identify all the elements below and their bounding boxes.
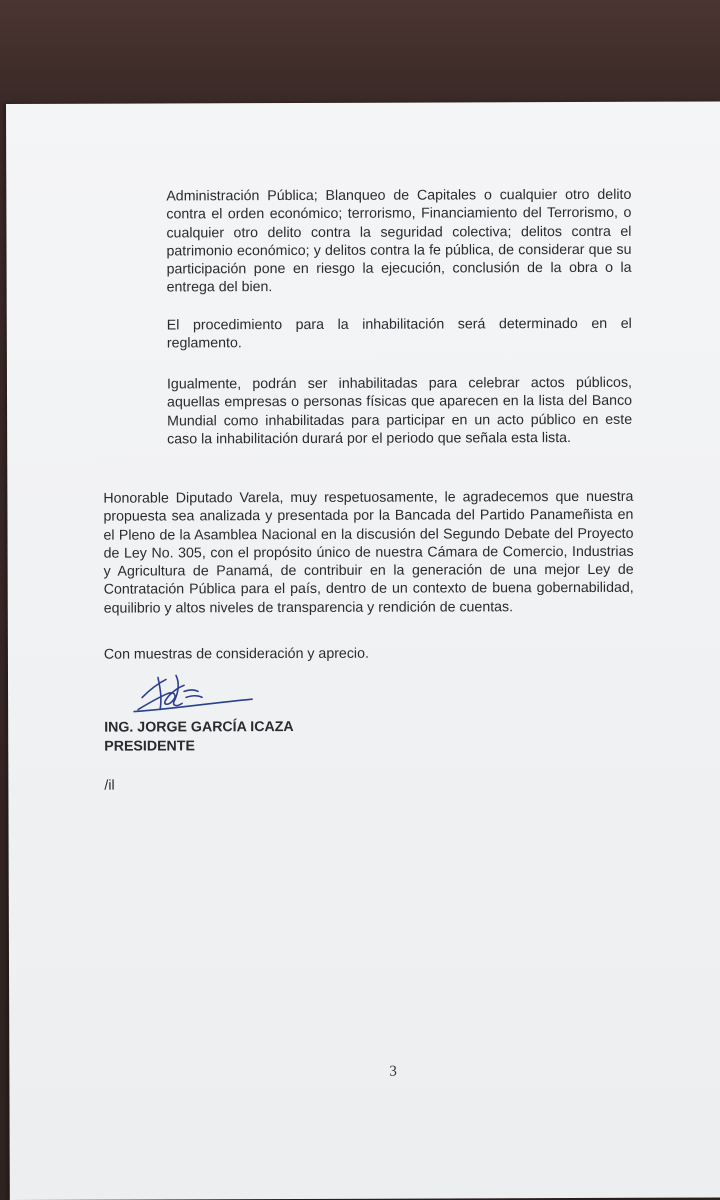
paragraph-honorable-diputado: Honorable Diputado Varela, muy respetuosamente, le agradecemos que nuestra propuesta sea analizada y presentada por la Bancada del Partido Panameñista en el Pleno de la Asamblea Nacional en la discusión del Segundo Debate del Proyecto de Ley No. 305, con el propósito único de nuestra Cámara de Comercio, Industrias y Agricultura de Panamá, de contribuir en la generación de una mejor Ley de Contratación Pública para el país, dentro de un contexto de buena gobernabilidad, equilibrio y altos niveles de transparencia y rendición de cuentas. (103, 488, 634, 617)
closing-line: Con muestras de consideración y aprecio. (103, 645, 369, 663)
page-number: 3 (389, 1063, 397, 1080)
paragraph-delitos: Administración Pública; Blanqueo de Capitales o cualquier otro delito contra el orden económico; terrorismo, Financiamiento del Terrorismo, o cualquier otro delito contra la seguridad colectiva; delitos contra el patrimonio económico; y delitos contra la fe pública, de considerar que su participación pone en riesgo la ejecución, conclusión de la obra o la entrega del bien. (166, 186, 632, 296)
document-page (6, 102, 720, 1200)
signer-title: PRESIDENTE (104, 738, 195, 755)
signer-name: ING. JORGE GARCÍA ICAZA (104, 718, 294, 736)
paragraph-banco-mundial: Igualmente, podrán ser inhabilitadas para celebrar actos públicos, aquellas empresas o personas físicas que aparecen en la lista del Banco Mundial como inhabilitadas para participar en un acto público en este caso la inhabilitación durará por el periodo que señala esta lista. (166, 374, 633, 448)
handwritten-signature (128, 669, 258, 717)
typist-initials: /il (104, 777, 115, 794)
paragraph-procedimiento: El procedimiento para la inhabilitación será determinado en el reglamento. (166, 315, 632, 352)
